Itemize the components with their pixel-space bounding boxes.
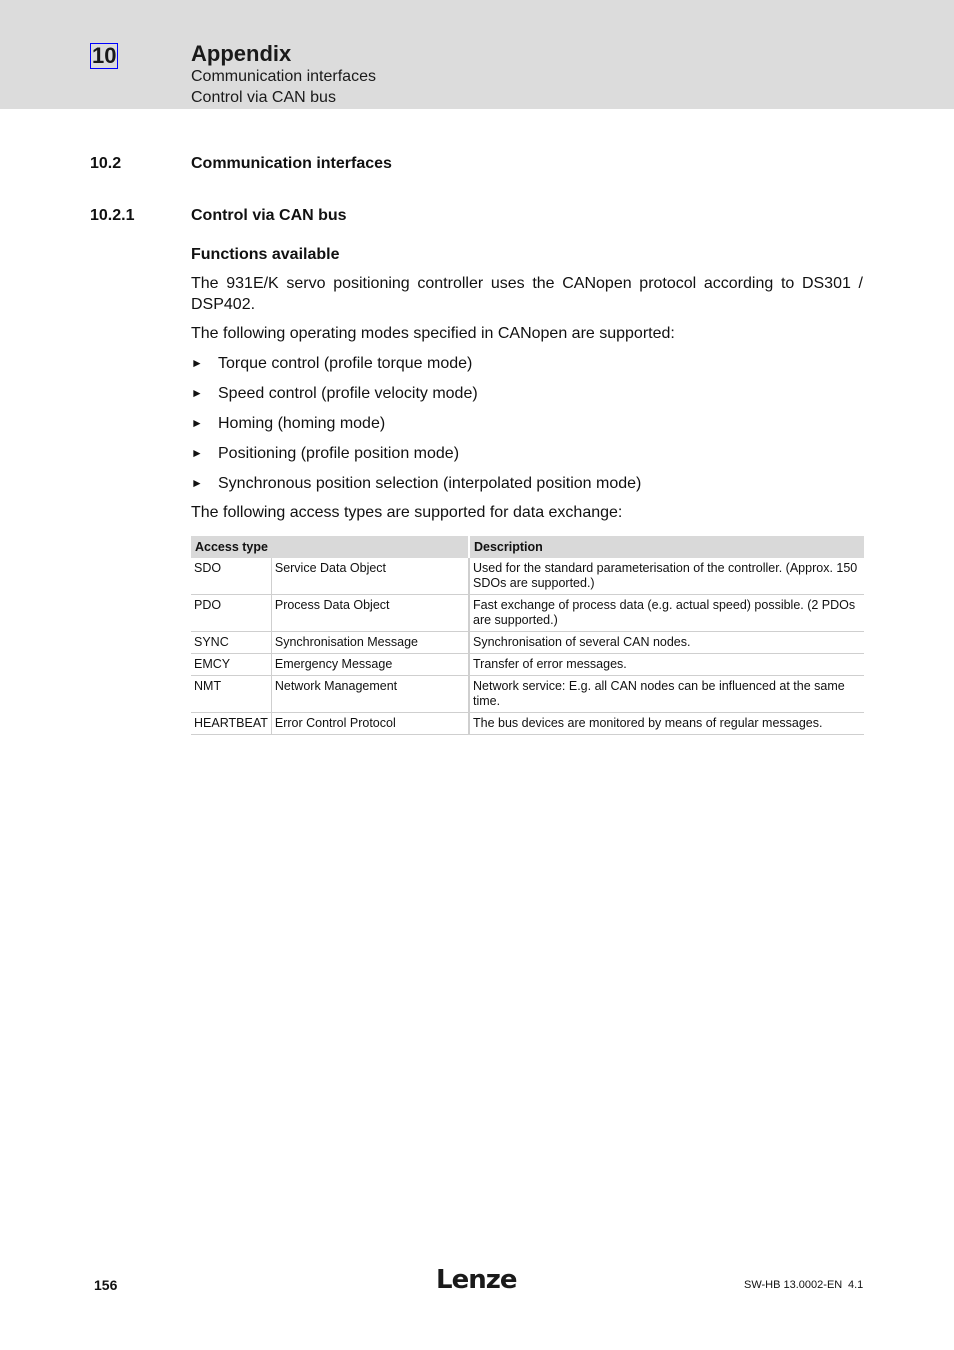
subsection-number: 10.2.1 [90, 207, 135, 224]
table-row [191, 558, 864, 595]
page-number: 156 [94, 1277, 118, 1293]
bullet-arrow-icon: ► [191, 416, 203, 430]
breadcrumb-section: Communication interfaces [191, 68, 376, 85]
table-header-row [191, 536, 864, 558]
cell-description: Network service: E.g. all CAN nodes can be influenced at the same time. [469, 676, 864, 713]
chapter-number-link[interactable]: 10 [92, 43, 117, 68]
cell-name: Synchronisation Message [271, 632, 469, 654]
bullet-arrow-icon: ► [191, 476, 203, 490]
functions-heading: Functions available [191, 246, 340, 263]
cell-description: Transfer of error messages. [469, 654, 864, 676]
cell-description: The bus devices are monitored by means of regular messages. [469, 713, 864, 735]
list-item: ► Positioning (profile position mode) [191, 443, 641, 473]
breadcrumb-subsection: Control via CAN bus [191, 89, 336, 106]
cell-description: Synchronisation of several CAN nodes. [469, 632, 864, 654]
bullet-arrow-icon: ► [191, 386, 203, 400]
cell-name: Service Data Object [271, 558, 469, 595]
lenze-logo: Lenze [436, 1265, 517, 1295]
cell-name: Error Control Protocol [271, 713, 469, 735]
bullet-arrow-icon: ► [191, 446, 203, 460]
cell-code: PDO [191, 595, 271, 632]
section-title: Communication interfaces [191, 155, 392, 172]
cell-code: SDO [191, 558, 271, 595]
table-row [191, 713, 864, 735]
document-version: 4.1 [848, 1279, 864, 1291]
list-item: ► Torque control (profile torque mode) [191, 353, 641, 383]
operating-modes-list [191, 353, 641, 503]
cell-name: Network Management [271, 676, 469, 713]
cell-name: Emergency Message [271, 654, 469, 676]
table-row [191, 632, 864, 654]
subsection-title: Control via CAN bus [191, 207, 347, 224]
list-item: ► Speed control (profile velocity mode) [191, 383, 641, 413]
document-id: SW-HB 13.0002-EN [744, 1279, 843, 1291]
header-band [0, 0, 954, 109]
bullet-arrow-icon: ► [191, 356, 203, 370]
cell-code: HEARTBEAT [191, 713, 271, 735]
cell-code: SYNC [191, 632, 271, 654]
modes-paragraph: The following operating modes specified in CANopen are supported: [191, 325, 675, 342]
header-description: Description [469, 536, 864, 558]
access-types-paragraph: The following access types are supported for data exchange: [191, 504, 623, 521]
cell-description: Fast exchange of process data (e.g. actual speed) possible. (2 PDOs are supported.) [469, 595, 864, 632]
table-row [191, 676, 864, 713]
table-row [191, 654, 864, 676]
list-item: ► Homing (homing mode) [191, 413, 641, 443]
intro-paragraph: The 931E/K servo positioning controller uses the CANopen protocol according to DS301 / DSP402. [191, 275, 863, 313]
list-item: ► Synchronous position selection (interpolated position mode) [191, 473, 641, 503]
section-number: 10.2 [90, 155, 122, 172]
header-access-type: Access type [191, 536, 469, 558]
table-row [191, 595, 864, 632]
access-types-table [191, 536, 864, 735]
cell-code: EMCY [191, 654, 271, 676]
chapter-title: Appendix [191, 41, 292, 66]
cell-name: Process Data Object [271, 595, 469, 632]
cell-code: NMT [191, 676, 271, 713]
cell-description: Used for the standard parameterisation of the controller. (Approx. 150 SDOs are supported.) [469, 558, 864, 595]
